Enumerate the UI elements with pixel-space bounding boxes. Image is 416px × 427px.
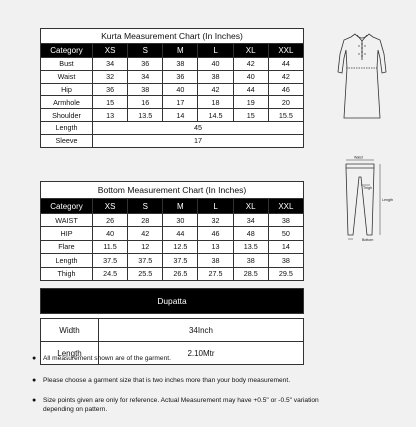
header-cell: L: [198, 44, 233, 58]
row-label: Armhole: [41, 96, 93, 109]
row-label: Flare: [41, 240, 93, 253]
row-label: Waist: [41, 70, 93, 83]
table-cell: 14: [268, 240, 303, 253]
table-cell: 44: [233, 83, 268, 96]
table-cell: 37.5: [163, 254, 198, 267]
table-cell: 28.5: [233, 267, 268, 280]
table-cell: 27.5: [198, 267, 233, 280]
table-cell: 40: [233, 70, 268, 83]
table-cell: 32: [93, 70, 128, 83]
row-label: Sleeve: [41, 134, 93, 147]
table-cell: 2.10Mtr: [99, 342, 304, 365]
dupatta-chart-title: Dupatta: [41, 289, 304, 314]
row-label: Hip: [41, 83, 93, 96]
table-cell: 15: [93, 96, 128, 109]
table-cell: 13: [198, 240, 233, 253]
table-cell: 13.5: [128, 109, 163, 122]
kurta-illustration-icon: [334, 28, 390, 128]
bullet-icon: ●: [32, 397, 37, 404]
table-cell: 14.5: [198, 109, 233, 122]
table-cell: 45: [93, 121, 304, 134]
kurta-measurement-table: [40, 28, 304, 148]
table-cell: 38: [163, 58, 198, 71]
header-cell: L: [198, 199, 233, 214]
table-cell: 34: [93, 58, 128, 71]
table-cell: 46: [268, 83, 303, 96]
row-label: Length: [41, 121, 93, 134]
row-label: WAIST: [41, 214, 93, 227]
header-cell: M: [163, 44, 198, 58]
table-cell: 26: [93, 214, 128, 227]
header-cell: M: [163, 199, 198, 214]
table-cell: 42: [128, 227, 163, 240]
table-cell: 38: [198, 254, 233, 267]
table-row: [41, 227, 304, 240]
table-cell: 38: [268, 254, 303, 267]
header-cell: S: [128, 44, 163, 58]
table-cell: 32: [198, 214, 233, 227]
table-cell: 40: [93, 227, 128, 240]
note-text: Please choose a garment size that is two inches more than your body measurement.: [43, 377, 291, 384]
bullet-icon: ●: [32, 355, 37, 362]
table-cell: 48: [233, 227, 268, 240]
table-cell: 36: [93, 83, 128, 96]
table-row: [41, 96, 304, 109]
table-row: [41, 109, 304, 122]
table-cell: 20: [268, 96, 303, 109]
table-cell: 40: [198, 58, 233, 71]
header-cell: Category: [41, 199, 93, 214]
table-cell: 36: [163, 70, 198, 83]
pants-illustration-icon: [334, 155, 394, 247]
table-cell: 34Inch: [99, 319, 304, 342]
kurta-chart-title: Kurta Measurement Chart (In Inches): [41, 29, 304, 44]
table-cell: 34: [128, 70, 163, 83]
row-label: Shoulder: [41, 109, 93, 122]
row-label: Length: [41, 342, 99, 365]
table-cell: 15: [233, 109, 268, 122]
note-text: Size points given are only for reference. Actual Measurement may have +0.5" or -0.5" variation depending on pattern.: [43, 397, 319, 413]
waist-label: Waist: [354, 155, 363, 160]
table-cell: 42: [268, 70, 303, 83]
note-text: All measurement shown are of the garment.: [43, 355, 171, 362]
bottom-label: Bottom: [362, 238, 374, 242]
table-cell: 46: [198, 227, 233, 240]
table-cell: 13: [93, 109, 128, 122]
table-cell: 26.5: [163, 267, 198, 280]
table-cell: 15.5: [268, 109, 303, 122]
table-cell: 37.5: [128, 254, 163, 267]
table-cell: 17: [93, 134, 304, 147]
table-cell: 25.5: [128, 267, 163, 280]
table-row: [41, 267, 304, 280]
table-cell: 28: [128, 214, 163, 227]
header-cell: XS: [93, 199, 128, 214]
table-row: [41, 58, 304, 71]
bottom-chart-title: Bottom Measurement Chart (In Inches): [41, 182, 304, 199]
table-cell: 44: [268, 58, 303, 71]
row-label: Width: [41, 319, 99, 342]
header-cell: XS: [93, 44, 128, 58]
bottom-measurement-table: [40, 181, 304, 281]
table-cell: 29.5: [268, 267, 303, 280]
table-cell: 50: [268, 227, 303, 240]
table-row: [41, 83, 304, 96]
table-cell: 38: [128, 83, 163, 96]
table-cell: 42: [233, 58, 268, 71]
header-cell: XXL: [268, 44, 303, 58]
table-cell: 24.5: [93, 267, 128, 280]
table-cell: 38: [233, 254, 268, 267]
table-row: [41, 134, 304, 147]
table-cell: 44: [163, 227, 198, 240]
header-cell: XL: [233, 44, 268, 58]
row-label: Thigh: [41, 267, 93, 280]
table-row: [41, 240, 304, 253]
table-cell: 16: [128, 96, 163, 109]
dupatta-measurement-table: [40, 288, 304, 365]
table-cell: 40: [163, 83, 198, 96]
table-cell: 34: [233, 214, 268, 227]
table-cell: 38: [268, 214, 303, 227]
row-label: Bust: [41, 58, 93, 71]
table-row: [41, 319, 304, 342]
header-cell: Category: [41, 44, 93, 58]
table-cell: 14: [163, 109, 198, 122]
table-row: [41, 70, 304, 83]
table-cell: 30: [163, 214, 198, 227]
table-cell: 18: [198, 96, 233, 109]
table-row: [41, 121, 304, 134]
header-cell: XXL: [268, 199, 303, 214]
table-cell: 17: [163, 96, 198, 109]
thigh-label: Thigh: [363, 186, 372, 190]
kurta-header-row: [41, 44, 304, 58]
header-cell: XL: [233, 199, 268, 214]
table-row: [41, 254, 304, 267]
bottom-header-row: [41, 199, 304, 214]
note-item: [32, 377, 290, 386]
note-item: [32, 397, 343, 414]
table-cell: 42: [198, 83, 233, 96]
row-label: HIP: [41, 227, 93, 240]
header-cell: S: [128, 199, 163, 214]
length-label: Length: [382, 198, 393, 202]
table-cell: 13.5: [233, 240, 268, 253]
table-cell: 12: [128, 240, 163, 253]
table-row: [41, 214, 304, 227]
table-cell: 38: [198, 70, 233, 83]
row-label: Length: [41, 254, 93, 267]
table-cell: 37.5: [93, 254, 128, 267]
table-cell: 11.5: [93, 240, 128, 253]
table-cell: 19: [233, 96, 268, 109]
note-item: [32, 355, 171, 364]
table-cell: 12.5: [163, 240, 198, 253]
table-cell: 36: [128, 58, 163, 71]
bullet-icon: ●: [32, 377, 37, 384]
